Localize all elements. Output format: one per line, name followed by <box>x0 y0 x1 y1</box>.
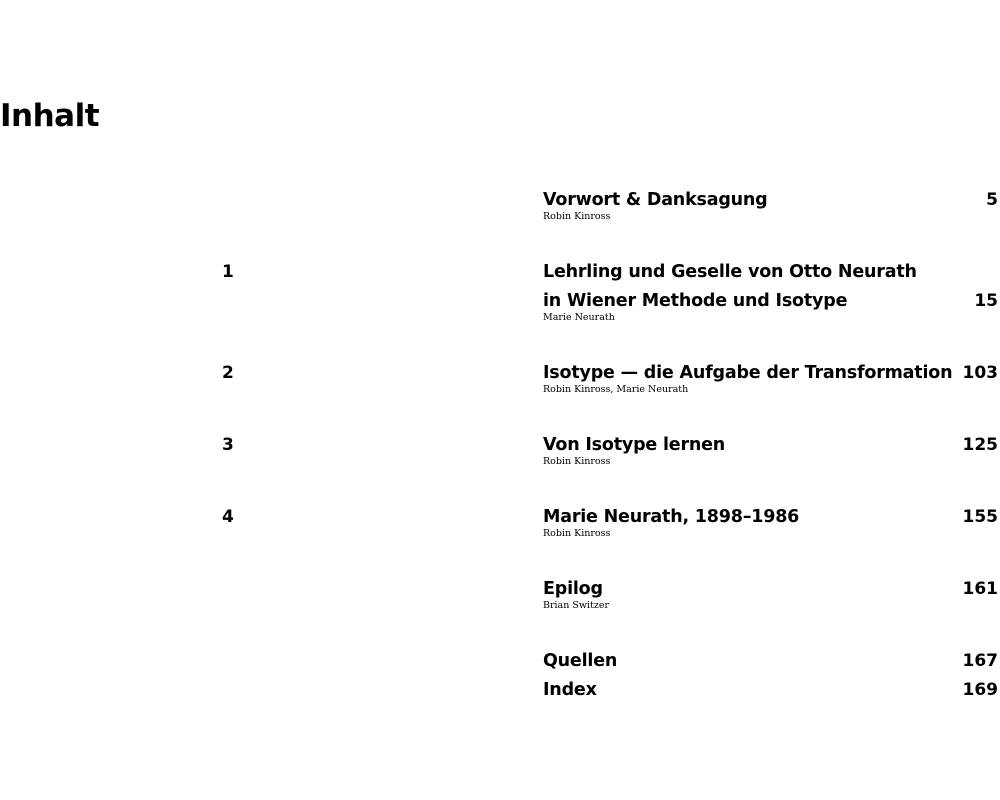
toc-entry-page-number: 169 <box>962 680 998 700</box>
toc-entry-author: Brian Switzer <box>543 600 610 611</box>
toc-entry-body <box>543 433 943 467</box>
toc-entry-author: Robin Kinross <box>543 456 611 467</box>
toc-entry-page-number: 167 <box>962 651 998 671</box>
toc-entry-page-number: 125 <box>962 435 998 455</box>
page-title: Inhalt <box>0 98 100 134</box>
toc-entry-page-number: 161 <box>962 579 998 599</box>
toc-entry-author: Robin Kinross <box>543 528 611 539</box>
chapter-number: 4 <box>222 507 234 527</box>
toc-entry-body <box>543 260 943 323</box>
toc-entry-page-number: 5 <box>986 190 998 210</box>
toc-entry-author: Robin Kinross <box>543 211 611 222</box>
toc-entry-title: Marie Neurath, 1898–1986 <box>543 507 800 527</box>
toc-entry-page-number: 103 <box>962 363 998 383</box>
toc-entry-body <box>543 649 943 673</box>
toc-entry-page-number: 15 <box>974 291 998 311</box>
toc-entry-author: Robin Kinross, Marie Neurath <box>543 384 689 395</box>
toc-entry-author: Marie Neurath <box>543 312 615 323</box>
toc-entry-title-line-2: in Wiener Methode und Isotype <box>543 291 848 311</box>
toc-entry-body <box>543 361 953 395</box>
toc-entry-title: Von Isotype lernen <box>543 435 726 455</box>
toc-entry-title: Isotype — die Aufgabe der Transformation <box>543 363 953 383</box>
toc-entry-title-line-1: Lehrling und Geselle von Otto Neurath <box>543 262 917 282</box>
toc-entry-body <box>543 188 943 222</box>
chapter-number: 3 <box>222 435 234 455</box>
chapter-number: 2 <box>222 363 234 383</box>
toc-entry-body <box>543 577 943 611</box>
toc-entry-title: Index <box>543 680 597 700</box>
toc-entry-title: Quellen <box>543 651 618 671</box>
chapter-number: 1 <box>222 262 234 282</box>
toc-entry-body <box>543 678 943 702</box>
toc-entry-title: Vorwort & Danksagung <box>543 190 768 210</box>
toc-entry-page-number: 155 <box>962 507 998 527</box>
toc-entry-body <box>543 505 943 539</box>
toc-entry-title: Epilog <box>543 579 603 599</box>
